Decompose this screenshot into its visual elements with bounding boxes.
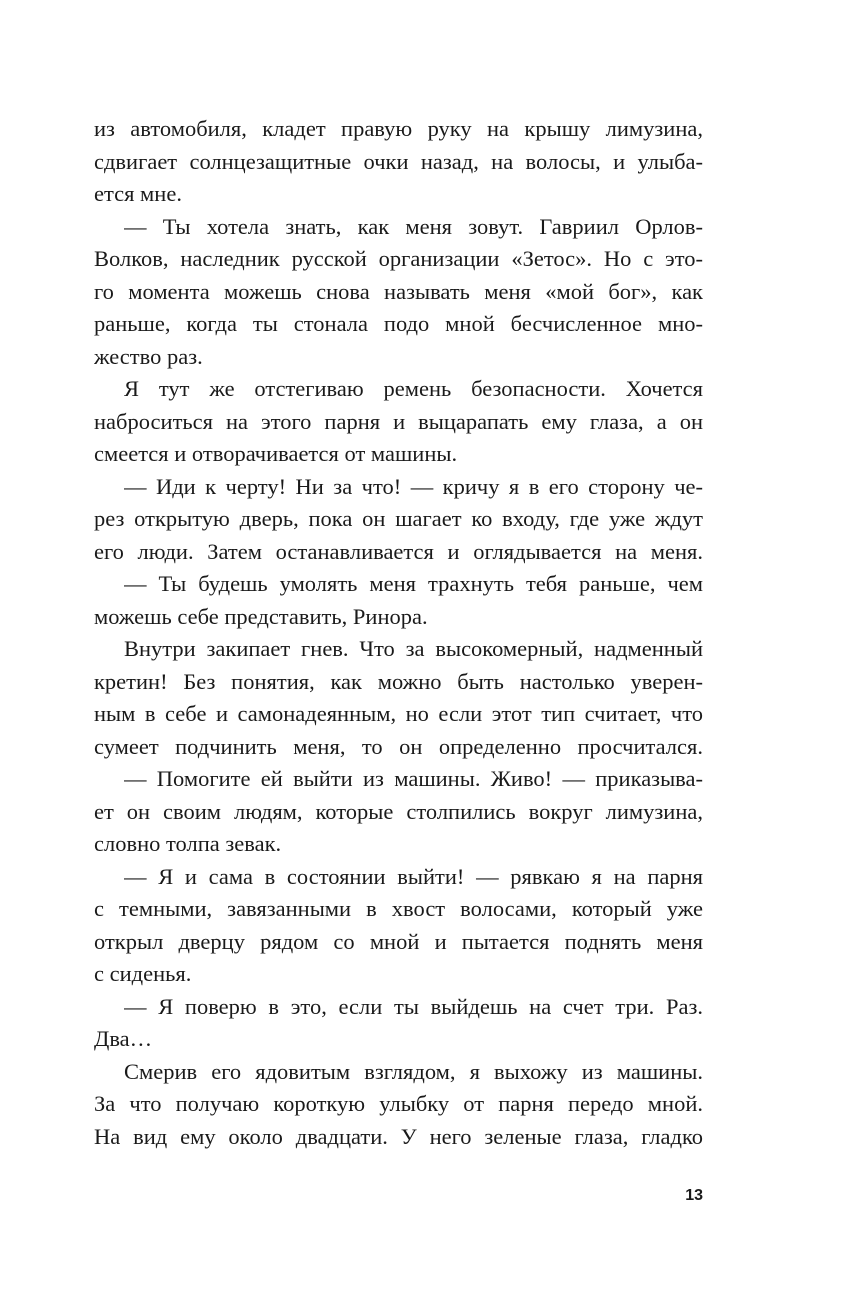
- text-line: открыл дверцу рядом со мной и пытается поднять меня: [94, 929, 703, 954]
- text-line: ным в себе и самонадеянным, но если этот тип считает, что: [94, 701, 703, 726]
- text-line: Два…: [94, 1026, 153, 1051]
- text-line: с сиденья.: [94, 961, 192, 986]
- text-line: — Ты хотела знать, как меня зовут. Гавриил Орлов-: [124, 214, 703, 239]
- text-line: — Помогите ей выйти из машины. Живо! — приказыва-: [124, 766, 703, 791]
- text-line: ет он своим людям, которые столпились вокруг лимузина,: [94, 799, 703, 824]
- text-line: его люди. Затем останавливается и оглядывается на меня.: [94, 539, 703, 564]
- text-line: го момента можешь снова называть меня «мой бог», как: [94, 279, 703, 304]
- text-line: жество раз.: [94, 344, 203, 369]
- text-line: с темными, завязанными в хвост волосами, который уже: [94, 896, 703, 921]
- text-line: — Я и сама в состоянии выйти! — рявкаю я на парня: [124, 864, 703, 889]
- text-line: — Ты будешь умолять меня трахнуть тебя раньше, чем: [124, 571, 703, 596]
- text-line: За что получаю короткую улыбку от парня передо мной.: [94, 1091, 703, 1116]
- text-line: можешь себе представить, Ринора.: [94, 604, 428, 629]
- page-number: 13: [685, 1187, 703, 1204]
- text-line: раньше, когда ты стонала подо мной бесчисленное мно-: [94, 311, 703, 336]
- text-line: На вид ему около двадцати. У него зеленые глаза, гладко: [94, 1124, 703, 1149]
- text-line: сдвигает солнцезащитные очки назад, на волосы, и улыба-: [94, 149, 703, 174]
- text-line: кретин! Без понятия, как можно быть настолько уверен-: [94, 669, 703, 694]
- text-line: смеется и отворачивается от машины.: [94, 441, 458, 466]
- text-line: Смерив его ядовитым взглядом, я выхожу из машины.: [124, 1059, 703, 1084]
- text-line: рез открытую дверь, пока он шагает ко входу, где уже ждут: [94, 506, 703, 531]
- text-line: словно толпа зевак.: [94, 831, 282, 856]
- text-line: — Я поверю в это, если ты выйдешь на счет три. Раз.: [124, 994, 703, 1019]
- text-line: Я тут же отстегиваю ремень безопасности. Хочется: [124, 376, 703, 401]
- text-line: — Иди к черту! Ни за что! — кричу я в его сторону че-: [124, 474, 703, 499]
- text-line: Волков, наследник русской организации «Зетос». Но с это-: [94, 246, 703, 271]
- text-line: из автомобиля, кладет правую руку на крышу лимузина,: [94, 116, 703, 141]
- text-line: сумеет подчинить меня, то он определенно просчитался.: [94, 734, 703, 759]
- text-line: ется мне.: [94, 181, 182, 206]
- text-line: Внутри закипает гнев. Что за высокомерный, надменный: [124, 636, 703, 661]
- text-line: наброситься на этого парня и выцарапать ему глаза, а он: [94, 409, 703, 434]
